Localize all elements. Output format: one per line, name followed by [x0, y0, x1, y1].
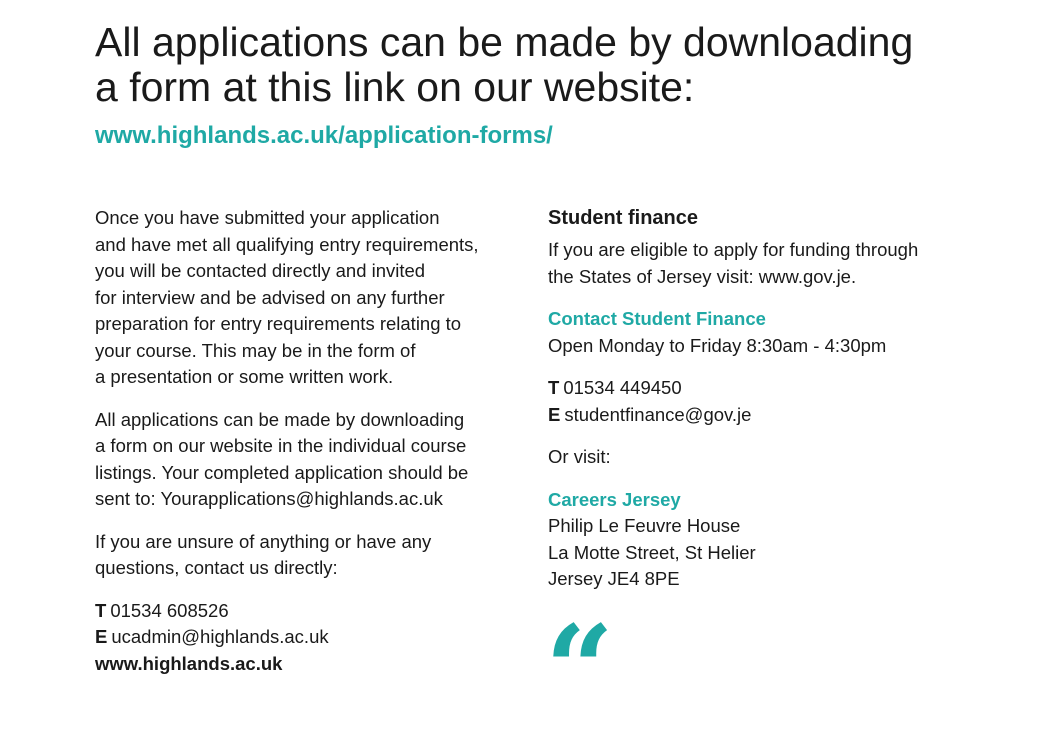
phone-line: [548, 375, 968, 402]
opening-hours: Open Monday to Friday 8:30am - 4:30pm: [548, 334, 887, 356]
text-line: a presentation or some written work.: [95, 366, 394, 387]
email-label: E: [95, 626, 108, 647]
phone-number[interactable]: 01534 449450: [563, 377, 682, 398]
email-line: [548, 402, 968, 429]
title-line-2: a form at this link on our website:: [95, 64, 695, 110]
text-line: sent to: Yourapplications@highlands.ac.uk: [95, 488, 443, 509]
phone-number[interactable]: 01534 608526: [110, 599, 229, 621]
application-forms-link[interactable]: www.highlands.ac.uk/application-forms/: [95, 122, 553, 149]
email-label: E: [548, 403, 561, 425]
text-line: Once you have submitted your application: [95, 207, 440, 228]
student-finance-contact: [548, 306, 968, 359]
website-link[interactable]: www.highlands.ac.uk: [95, 652, 283, 674]
questions-paragraph: [95, 529, 515, 582]
text-line: for interview and be advised on any further: [95, 286, 445, 308]
text-line: you will be contacted directly and invited: [95, 260, 426, 281]
text-line: the States of Jersey visit: www.gov.je.: [548, 265, 857, 287]
text-line: questions, contact us directly:: [95, 557, 338, 578]
quote-mark-icon: “: [545, 599, 615, 740]
careers-heading: Careers Jersey: [548, 488, 681, 510]
text-line: listings. Your completed application should be: [95, 461, 469, 483]
right-column: [548, 205, 968, 609]
phone-line: [95, 598, 515, 625]
email-address[interactable]: studentfinance@gov.je: [564, 403, 752, 425]
title-line-1: All applications can be made by downloading: [95, 19, 914, 65]
phone-label: T: [95, 599, 107, 621]
student-finance-heading: Student finance: [548, 207, 699, 229]
funding-paragraph: [548, 237, 968, 290]
address-line: Jersey JE4 8PE: [548, 568, 680, 589]
text-line: If you are eligible to apply for funding through: [548, 239, 919, 260]
careers-jersey-block: [548, 487, 968, 593]
text-line: your course. This may be in the form of: [95, 339, 416, 361]
contact-heading: Contact Student Finance: [548, 308, 766, 329]
download-form-paragraph: [95, 407, 515, 513]
text-line: and have met all qualifying entry requirements,: [95, 233, 479, 255]
phone-label: T: [548, 377, 560, 398]
application-process-paragraph: [95, 205, 515, 391]
address-line: Philip Le Feuvre House: [548, 515, 741, 536]
email-line: [95, 624, 515, 651]
address-line: La Motte Street, St Helier: [548, 541, 756, 563]
page-title: [95, 20, 995, 110]
email-address[interactable]: ucadmin@highlands.ac.uk: [111, 626, 329, 647]
college-contact-block: [95, 598, 515, 678]
left-column: [95, 205, 515, 693]
finance-contact-block: [548, 375, 968, 428]
text-line: preparation for entry requirements relating to: [95, 313, 462, 334]
text-line: a form on our website in the individual course: [95, 435, 467, 456]
or-visit: Or visit:: [548, 446, 611, 467]
text-line: If you are unsure of anything or have any: [95, 530, 432, 552]
text-line: All applications can be made by downloading: [95, 408, 465, 430]
